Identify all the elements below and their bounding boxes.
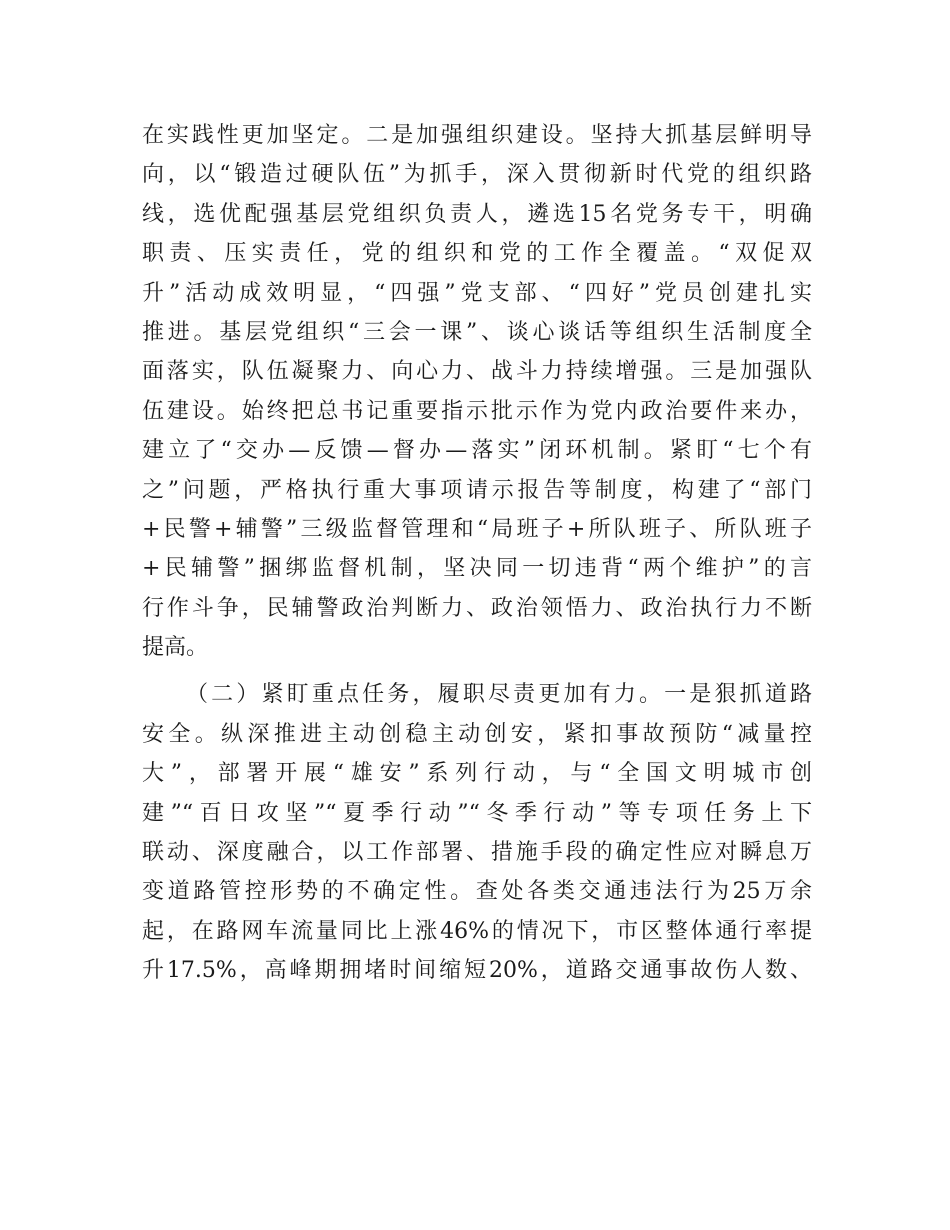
paragraph-1-line: +民警+辅警”三级监督管理和“局班子+所队班子、所队班子 [142,516,812,542]
paragraph-1-line: 在实践性更加坚定。二是加强组织建设。坚持大抓基层鲜明导 [142,123,812,148]
paragraph-1-line: 职责、压实责任，党的组织和党的工作全覆盖。“双促双 [142,241,812,267]
paragraph-1-line: 行作斗争，民辅警政治判断力、政治领悟力、政治执行力不断 [142,595,812,621]
paragraph-2-line: 大”，部署开展“雄安”系列行动，与“全国文明城市创 [142,761,812,787]
paragraph-1-line: 面落实，队伍凝聚力、向心力、战斗力持续增强。三是加强队 [142,359,812,385]
paragraph-1-line: 伍建设。始终把总书记重要指示批示作为党内政治要件来办， [142,398,812,424]
paragraph-2-line: 变道路管控形势的不确定性。查处各类交通违法行为25万余 [142,879,812,905]
paragraph-1-line: 线，选优配强基层党组织负责人，遴选15名党务专干，明确 [142,201,812,227]
paragraph-2-line: 起，在路网车流量同比上涨46%的情况下，市区整体通行率提 [142,918,812,944]
paragraph-1-line: 向，以“锻造过硬队伍”为抓手，深入贯彻新时代党的组织路 [142,162,812,188]
paragraph-gap [142,667,812,675]
paragraph-2-line: 联动、深度融合，以工作部署、措施手段的确定性应对瞬息万 [142,840,812,866]
paragraph-2-line: （二）紧盯重点任务，履职尽责更加有力。一是狠抓道路 [186,682,812,708]
document-body [142,116,812,991]
paragraph-1-line: 建立了“交办—反馈—督办—落实”闭环机制。紧盯“七个有 [142,438,812,464]
paragraph-1-line: 推进。基层党组织“三会一课”、谈心谈话等组织生活制度全 [142,319,812,345]
paragraph-1-line: 升”活动成效明显，“四强”党支部、“四好”党员创建扎实 [142,280,812,306]
paragraph-2-line: 建”“百日攻坚”“夏季行动”“冬季行动”等专项任务上下 [142,800,812,826]
paragraph-2-line: 安全。纵深推进主动创稳主动创安，紧扣事故预防“减量控 [142,721,812,747]
paragraph-1-line: 之”问题，严格执行重大事项请示报告等制度，构建了“部门 [142,477,812,503]
paragraph-2-line: 升17.5%，高峰期拥堵时间缩短20%，道路交通事故伤人数、 [142,958,812,984]
paragraph-1-line: 提高。 [142,635,209,661]
paragraph-1-line: +民辅警”捆绑监督机制，坚决同一切违背“两个维护”的言 [142,556,812,582]
